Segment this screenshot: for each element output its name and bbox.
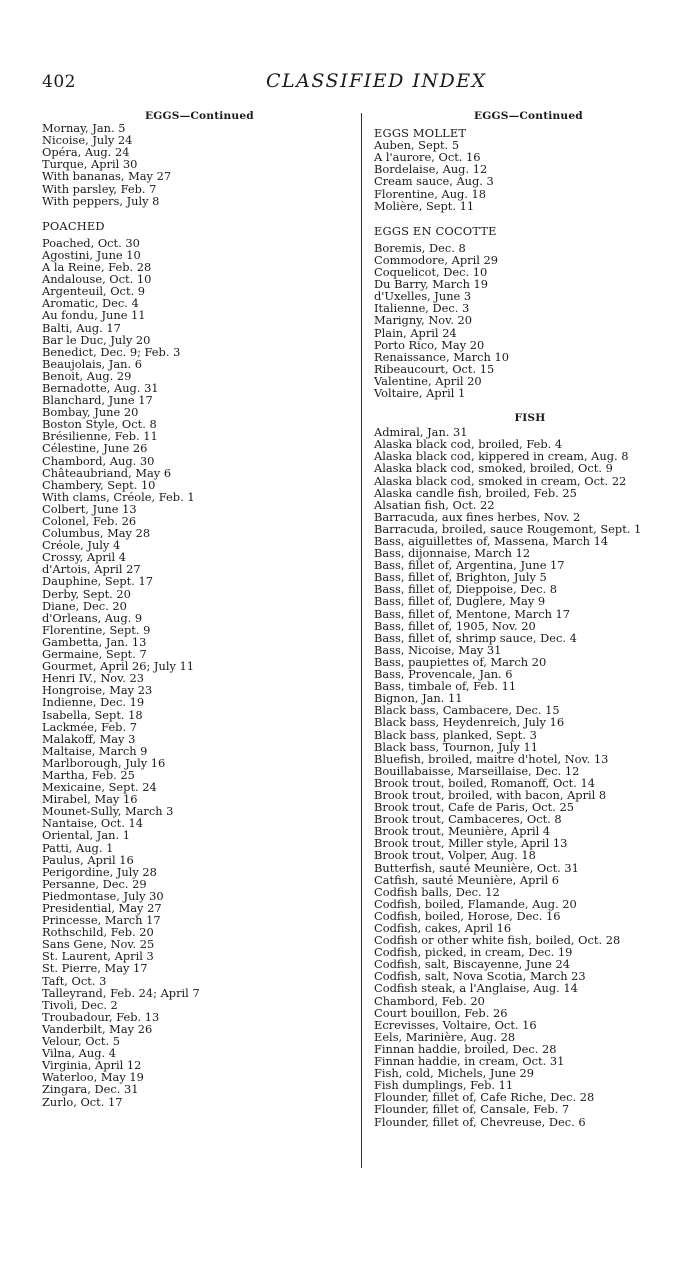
index-entry: Ecrevisses, Voltaire, Oct. 16 [374, 1017, 537, 1032]
index-entry: Barracuda, aux fines herbes, Nov. 2 [374, 509, 581, 524]
index-entry: Martha, Feb. 25 [42, 767, 135, 782]
index-entry: Alaska candle fish, broiled, Feb. 25 [374, 485, 577, 500]
index-entry: Maltaise, March 9 [42, 743, 148, 758]
index-entry: Virginia, April 12 [42, 1058, 142, 1073]
index-entry: Bignon, Jan. 11 [374, 691, 463, 706]
index-entry: Brook trout, Meunière, April 4 [374, 824, 551, 839]
index-entry: Alaska black cod, smoked, broiled, Oct. 9 [374, 461, 613, 476]
index-entry: Waterloo, May 19 [42, 1070, 144, 1085]
index-entry: Henri IV., Nov. 23 [42, 671, 144, 686]
index-entry: Fish dumplings, Feb. 11 [374, 1078, 514, 1093]
index-entry: Benoit, Aug. 29 [42, 368, 132, 383]
index-entry: Oriental, Jan. 1 [42, 828, 130, 843]
index-entry: A l'aurore, Oct. 16 [374, 150, 481, 165]
continued-heading: EGGS—Continued [145, 110, 254, 122]
index-entry: Turque, April 30 [42, 157, 138, 172]
index-entry: Bass, timbale of, Feb. 11 [374, 679, 517, 694]
index-entry: Andalouse, Oct. 10 [42, 272, 152, 287]
index-entry: Brook trout, Volper, Aug. 18 [374, 848, 536, 863]
index-entry: Vanderbilt, May 26 [42, 1021, 153, 1036]
index-entry: Opéra, Aug. 24 [42, 145, 130, 160]
index-entry: Bass, fillet of, 1905, Nov. 20 [374, 618, 536, 633]
index-entry: Marigny, Nov. 20 [374, 313, 472, 328]
index-entry: Court bouillon, Feb. 26 [374, 1005, 508, 1020]
index-entry: Troubadour, Feb. 13 [42, 1009, 160, 1024]
index-entry: A la Reine, Feb. 28 [42, 260, 152, 275]
index-entry: Bluefish, broiled, maitre d'hotel, Nov. 13 [374, 751, 609, 766]
index-entry: Bass, paupiettes of, March 20 [374, 654, 547, 669]
index-entry: Boston Style, Oct. 8 [42, 417, 157, 432]
index-entry: Codfish steak, a l'Anglaise, Aug. 14 [374, 981, 578, 996]
left-column [42, 110, 350, 1108]
index-entry: Ribeaucourt, Oct. 15 [374, 361, 495, 376]
index-entry: Germaine, Sept. 7 [42, 647, 147, 662]
index-entry: Codfish, salt, Nova Scotia, March 23 [374, 969, 586, 984]
index-entry: Catfish, sauté Meunière, April 6 [374, 872, 560, 887]
index-entry: Molière, Sept. 11 [374, 198, 475, 213]
index-entry: Auben, Sept. 5 [374, 138, 460, 153]
eggs-continued-list [42, 122, 350, 207]
index-entry: Dauphine, Sept. 17 [42, 574, 153, 589]
index-entry: Balti, Aug. 17 [42, 320, 121, 335]
index-entry: Créole, July 4 [42, 538, 121, 553]
index-entry: Sans Gene, Nov. 25 [42, 937, 155, 952]
index-entry: Indienne, Dec. 19 [42, 695, 145, 710]
index-entry: Codfish balls, Dec. 12 [374, 884, 500, 899]
index-entry: Renaissance, March 10 [374, 349, 509, 364]
index-entry: Black bass, Heydenreich, July 16 [374, 715, 565, 730]
index-entry: With parsley, Feb. 7 [42, 181, 157, 196]
index-entry: Alaska black cod, broiled, Feb. 4 [374, 437, 563, 452]
index-entry: Princesse, March 17 [42, 913, 161, 928]
eggs-mollet-heading: EGGS MOLLET [374, 126, 467, 141]
index-entry: With clams, Créole, Feb. 1 [42, 489, 195, 504]
index-entry: Alaska black cod, smoked in cream, Oct. 22 [374, 473, 627, 488]
index-entry: Admiral, Jan. 31 [374, 425, 468, 440]
index-entry: Plain, April 24 [374, 325, 457, 340]
index-entry: Mirabel, May 16 [42, 792, 138, 807]
continued-heading: EGGS—Continued [474, 110, 583, 122]
index-entry: Bass, fillet of, Duglere, May 9 [374, 594, 546, 609]
index-entry: Aromatic, Dec. 4 [42, 296, 139, 311]
fish-heading: FISH [514, 412, 546, 425]
index-entry: Black bass, Cambacere, Dec. 15 [374, 703, 560, 718]
index-entry: Commodore, April 29 [374, 252, 498, 267]
index-entry: Codfish, cakes, April 16 [374, 921, 512, 935]
index-entry: Benedict, Dec. 9; Feb. 3 [42, 344, 181, 359]
eggs-en-cocotte-list [374, 242, 686, 399]
index-entry: Au fondu, June 11 [42, 308, 146, 323]
index-entry: Finnan haddie, broiled, Dec. 28 [374, 1041, 557, 1056]
index-entry: Rothschild, Feb. 20 [42, 925, 154, 940]
index-entry: Bass, fillet of, Argentina, June 17 [374, 558, 565, 573]
index-entry: Bordelaise, Aug. 12 [374, 162, 488, 177]
index-entry: Bass, fillet of, Brighton, July 5 [374, 570, 547, 585]
column-divider [361, 113, 362, 1168]
index-entry: Alsatian fish, Oct. 22 [374, 497, 495, 512]
index-entry: Vilna, Aug. 4 [42, 1046, 117, 1061]
index-entry: d'Artois, April 27 [42, 562, 141, 577]
index-entry: Malakoff, May 3 [42, 731, 136, 746]
eggs-en-cocotte-heading: EGGS EN COCOTTE [374, 223, 497, 238]
index-entry: Du Barry, March 19 [374, 277, 489, 292]
index-entry: Brésilienne, Feb. 11 [42, 429, 158, 444]
index-entry: Beaujolais, Jan. 6 [42, 356, 142, 371]
index-entry: d'Orleans, Aug. 9 [42, 610, 143, 625]
index-entry: d'Uxelles, June 3 [374, 289, 472, 304]
fish-list [374, 426, 686, 1127]
index-entry: Brook trout, Cambaceres, Oct. 8 [374, 812, 562, 827]
index-entry: Perigordine, July 28 [42, 864, 157, 879]
index-entry: Derby, Sept. 20 [42, 586, 131, 601]
index-entry: Nantaise, Oct. 14 [42, 816, 143, 831]
index-entry: Bass, aiguillettes of, Massena, March 14 [374, 534, 609, 548]
right-column [374, 110, 686, 1128]
index-entry: Isabella, Sept. 18 [42, 707, 143, 722]
index-entry: Columbus, May 28 [42, 526, 151, 541]
index-entry: Nicoise, July 24 [42, 133, 133, 148]
index-entry: Bass, fillet of, shrimp sauce, Dec. 4 [374, 630, 577, 645]
running-title: CLASSIFIED INDEX [266, 70, 487, 92]
index-entry: With peppers, July 8 [42, 193, 160, 208]
index-entry: With bananas, May 27 [42, 169, 172, 184]
index-entry: Brook trout, Cafe de Paris, Oct. 25 [374, 800, 574, 815]
index-entry: Persanne, Dec. 29 [42, 876, 147, 891]
index-entry: Valentine, April 20 [374, 373, 482, 388]
poached-list [42, 237, 350, 1108]
index-entry: Diane, Dec. 20 [42, 598, 127, 613]
index-entry: Codfish, boiled, Flamande, Aug. 20 [374, 896, 577, 911]
index-entry: Patti, Aug. 1 [42, 840, 114, 855]
index-entry: Célestine, June 26 [42, 441, 148, 456]
index-entry: Presidential, May 27 [42, 901, 162, 915]
index-entry: Velour, Oct. 5 [42, 1034, 120, 1049]
index-entry: Flounder, fillet of, Cansale, Feb. 7 [374, 1102, 570, 1117]
index-entry: Barracuda, broiled, sauce Rougemont, Sept. 1 [374, 521, 642, 536]
index-entry: Italienne, Dec. 3 [374, 301, 470, 316]
index-entry: Piedmontase, July 30 [42, 888, 164, 903]
index-entry: Bernadotte, Aug. 31 [42, 380, 159, 395]
index-entry: Chambord, Aug. 30 [42, 453, 155, 468]
index-entry: Brook trout, boiled, Romanoff, Oct. 14 [374, 775, 595, 790]
index-entry: Bass, Provencale, Jan. 6 [374, 667, 513, 682]
index-entry: Châteaubriand, May 6 [42, 465, 172, 480]
index-entry: Bombay, June 20 [42, 405, 139, 420]
index-entry: Alaska black cod, kippered in cream, Aug. 8 [374, 449, 629, 464]
page-number: 402 [42, 72, 76, 92]
index-entry: Codfish, boiled, Horose, Dec. 16 [374, 908, 561, 923]
index-entry: Butterfish, sauté Meunière, Oct. 31 [374, 860, 579, 875]
index-entry: Bass, fillet of, Mentone, March 17 [374, 606, 571, 621]
index-entry: Finnan haddie, in cream, Oct. 31 [374, 1054, 565, 1069]
index-entry: Mounet-Sully, March 3 [42, 804, 174, 819]
index-entry: Codfish, picked, in cream, Dec. 19 [374, 945, 573, 960]
index-entry: St. Laurent, April 3 [42, 949, 154, 964]
index-entry: Hongroise, May 23 [42, 683, 153, 698]
index-entry: Taft, Oct. 3 [42, 973, 107, 988]
index-entry: Chambery, Sept. 10 [42, 477, 156, 492]
index-entry: Bar le Duc, July 20 [42, 332, 151, 347]
index-entry: Bouillabaisse, Marseillaise, Dec. 12 [374, 763, 580, 778]
index-entry: Codfish or other white fish, boiled, Oct. 28 [374, 933, 621, 948]
eggs-mollet-list [374, 139, 686, 212]
index-entry: Black bass, planked, Sept. 3 [374, 727, 537, 742]
index-entry: Gambetta, Jan. 13 [42, 634, 147, 649]
index-entry: Poached, Oct. 30 [42, 235, 140, 250]
index-entry: Blanchard, June 17 [42, 393, 153, 408]
index-entry: Fish, cold, Michels, June 29 [374, 1066, 534, 1081]
index-entry: Agostini, June 10 [42, 247, 141, 262]
index-entry: Flounder, fillet of, Cafe Riche, Dec. 28 [374, 1090, 595, 1105]
index-entry: Colonel, Feb. 26 [42, 514, 137, 528]
index-entry: Boremis, Dec. 8 [374, 240, 466, 255]
index-entry: Chambord, Feb. 20 [374, 993, 485, 1008]
index-entry: Marlborough, July 16 [42, 755, 166, 770]
index-entry: Porto Rico, May 20 [374, 337, 485, 352]
index-entry: Flounder, fillet of, Chevreuse, Dec. 6 [374, 1114, 586, 1129]
index-entry: Voltaire, April 1 [374, 385, 466, 400]
index-entry: Brook trout, Miller style, April 13 [374, 836, 568, 851]
index-entry: Florentine, Aug. 18 [374, 186, 487, 201]
index-entry: Coquelicot, Dec. 10 [374, 265, 488, 280]
index-entry: St. Pierre, May 17 [42, 961, 148, 976]
index-entry: Eels, Marinière, Aug. 28 [374, 1029, 516, 1044]
index-entry: Paulus, April 16 [42, 852, 134, 867]
index-entry: Bass, dijonnaise, March 12 [374, 546, 531, 561]
index-entry: Zurlo, Oct. 17 [42, 1094, 123, 1109]
index-entry: Tivoli, Dec. 2 [42, 997, 118, 1012]
index-entry: Argenteuil, Oct. 9 [42, 284, 146, 299]
index-entry: Talleyrand, Feb. 24; April 7 [42, 985, 200, 1000]
index-entry: Zingara, Dec. 31 [42, 1082, 139, 1097]
index-entry: Lackmée, Feb. 7 [42, 719, 137, 734]
index-entry: Gourmet, April 26; July 11 [42, 659, 195, 674]
index-entry: Crossy, April 4 [42, 550, 126, 565]
index-entry: Bass, Nicoise, May 31 [374, 642, 502, 657]
index-entry: Black bass, Tournon, July 11 [374, 739, 538, 754]
index-entry: Codfish, salt, Biscayenne, June 24 [374, 957, 570, 972]
index-entry: Mexicaine, Sept. 24 [42, 780, 157, 795]
index-entry: Florentine, Sept. 9 [42, 622, 151, 637]
poached-heading: POACHED [42, 218, 105, 233]
index-entry: Brook trout, broiled, with bacon, April 8 [374, 787, 607, 802]
index-entry: Colbert, June 13 [42, 501, 137, 516]
index-entry: Cream sauce, Aug. 3 [374, 174, 494, 189]
index-entry: Mornay, Jan. 5 [42, 121, 126, 136]
index-entry: Bass, fillet of, Dieppoise, Dec. 8 [374, 582, 557, 597]
